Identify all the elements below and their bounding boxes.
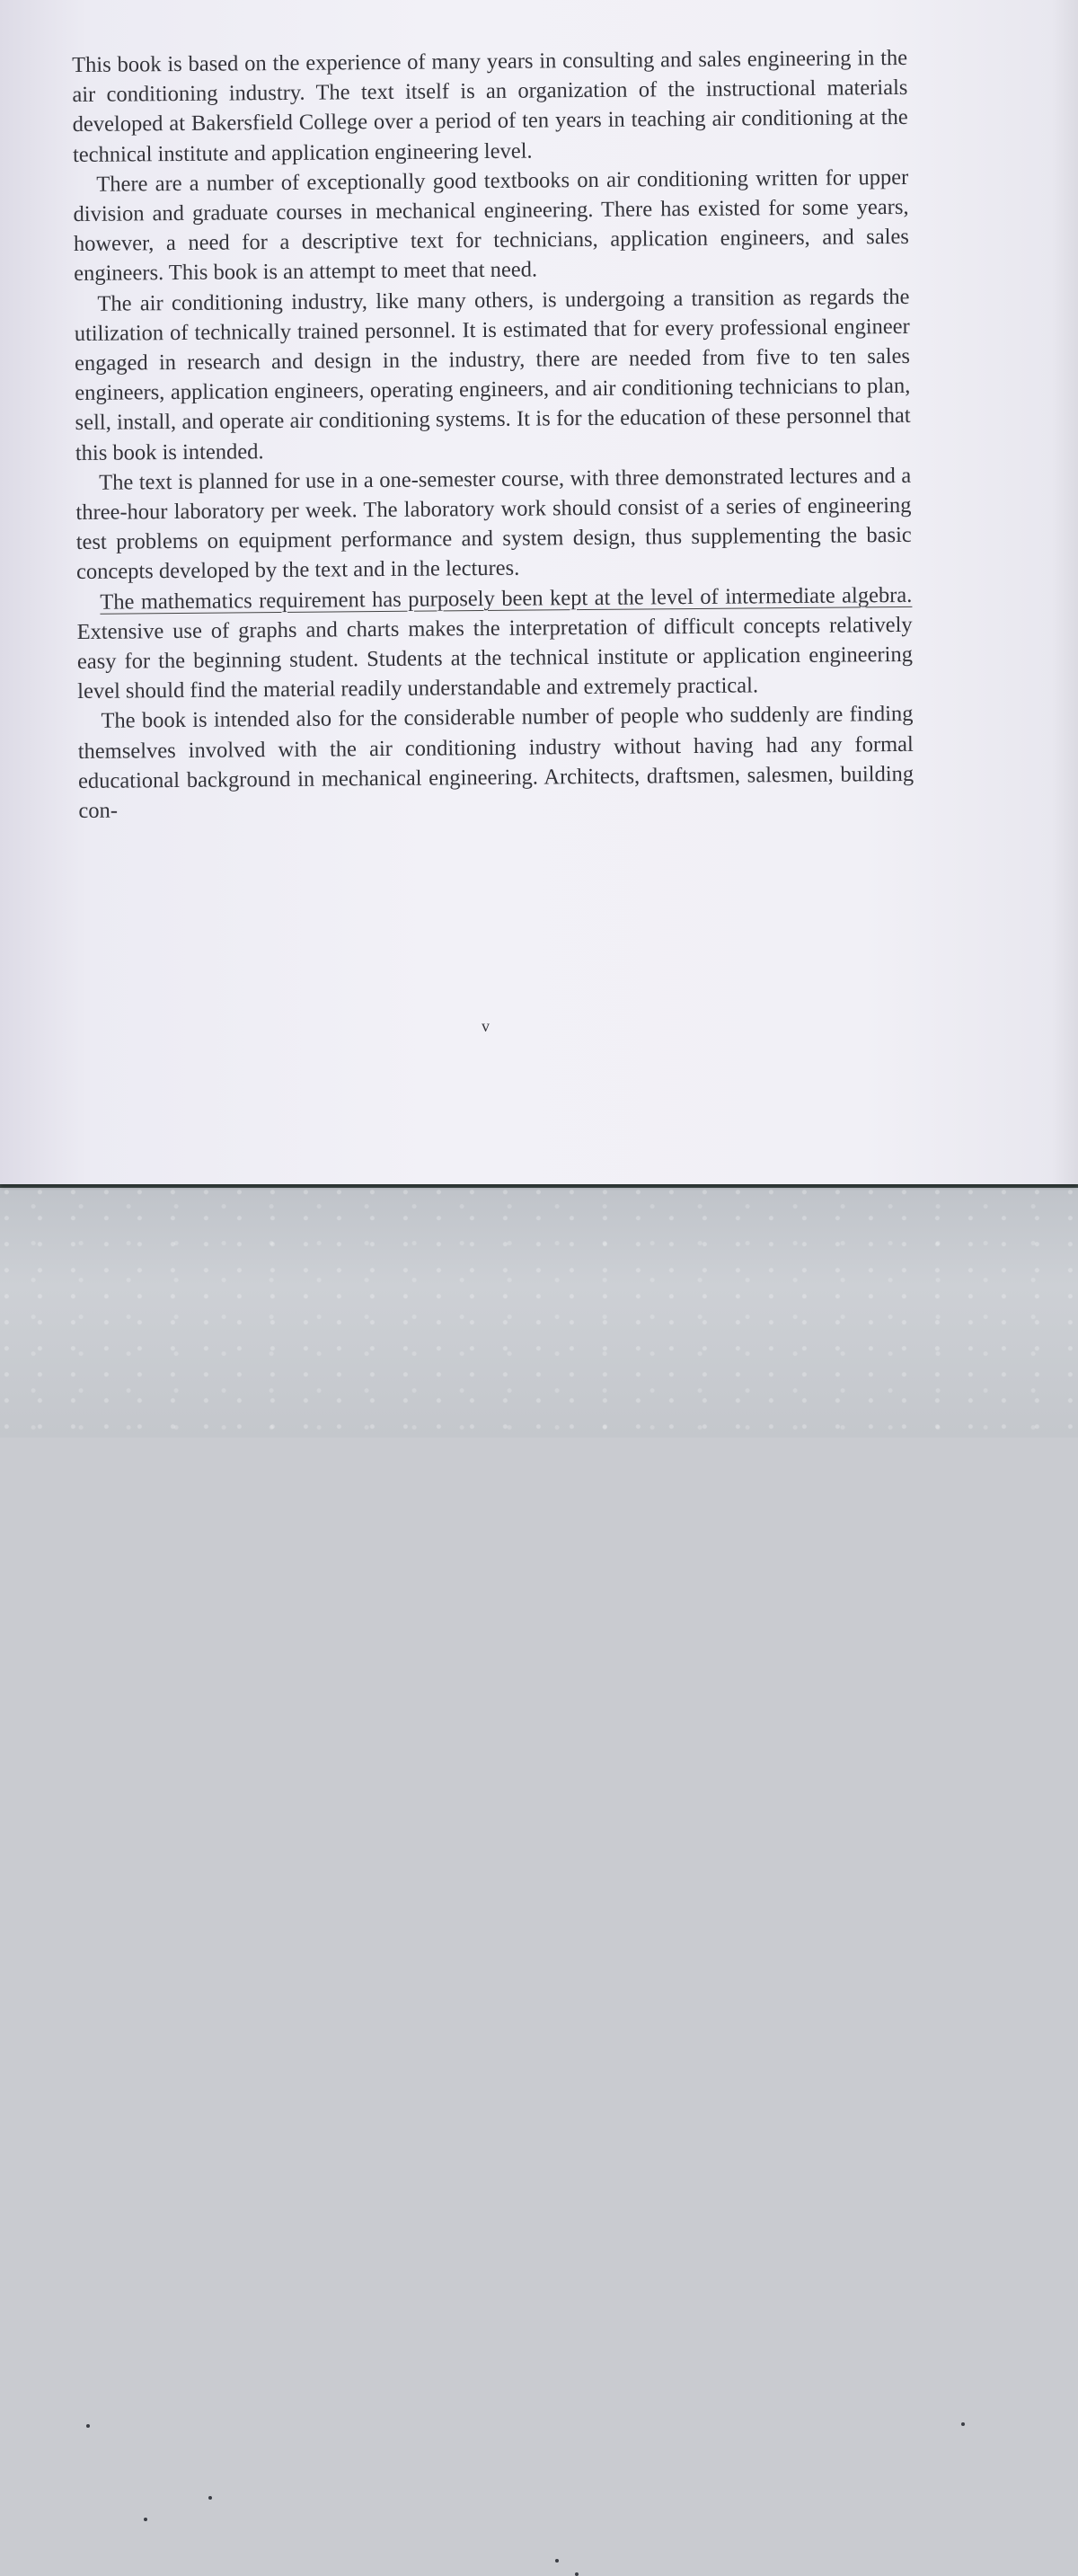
underlined-passage: The mathematics requirement has purposely been kept at the level of intermediate algebra. [100, 582, 913, 615]
surface-speck [961, 2422, 965, 2426]
paragraph: The text is planned for use in a one-semester course, with three demonstrated lectures and a three-hour laboratory per week. The laboratory work should consist of a series of engineering test problems on equipment performance and system design, thus supplementing the basic concepts developed by the text and in the lectures. [75, 463, 912, 585]
surface-speck [575, 2572, 579, 2576]
paragraph: The air conditioning industry, like many others, is undergoing a transition as regards the utilization of technically trained personnel. It is estimated that for every professional engineer engaged in research and design in the industry, there are needed from five to ten sales engineers, application engineers, operating engineers, and air conditioning technicians to plan, sell, install, and operate air conditioning systems. It is for the education of these personnel that this book is intended. [74, 284, 911, 465]
book-page [0, 0, 1078, 1184]
surface-speck [555, 2559, 559, 2563]
surface-speck [208, 2496, 212, 2500]
paragraph-continuation: Extensive use of graphs and charts makes the interpretation of difficult concepts relatively easy for the beginning student. Students at the technical institute or application engineering level should find the material readily understandable and extremely practical. [76, 612, 914, 704]
paragraph [76, 580, 913, 707]
surface-speck [144, 2518, 147, 2521]
page-edge-shadow [1051, 0, 1078, 1184]
paragraph: The book is intended also for the considerable number of people who suddenly are finding themselves involved with the air conditioning industry without having had any formal educational background in mechanical engineering. Architects, draftsmen, salesmen, building con- [77, 702, 915, 824]
surface-speck [86, 2424, 90, 2428]
preface-text [72, 43, 914, 826]
table-surface [0, 1184, 1078, 1438]
page-number: v [482, 1017, 490, 1035]
paragraph: This book is based on the experience of many years in consulting and sales engineering in the air conditioning industry. The text itself is an organization of the instructional materials developed at Bakersfield College over a period of ten years in teaching air conditioning at the technical institute and application engineering level. [72, 45, 908, 167]
paragraph: There are a number of exceptionally good textbooks on air conditioning written for upper division and graduate courses in mechanical engineering. There has existed for some years, however, a need for a descriptive text for technicians, application engineers, and sales engineers. This book is an attempt to meet that need. [73, 164, 909, 287]
